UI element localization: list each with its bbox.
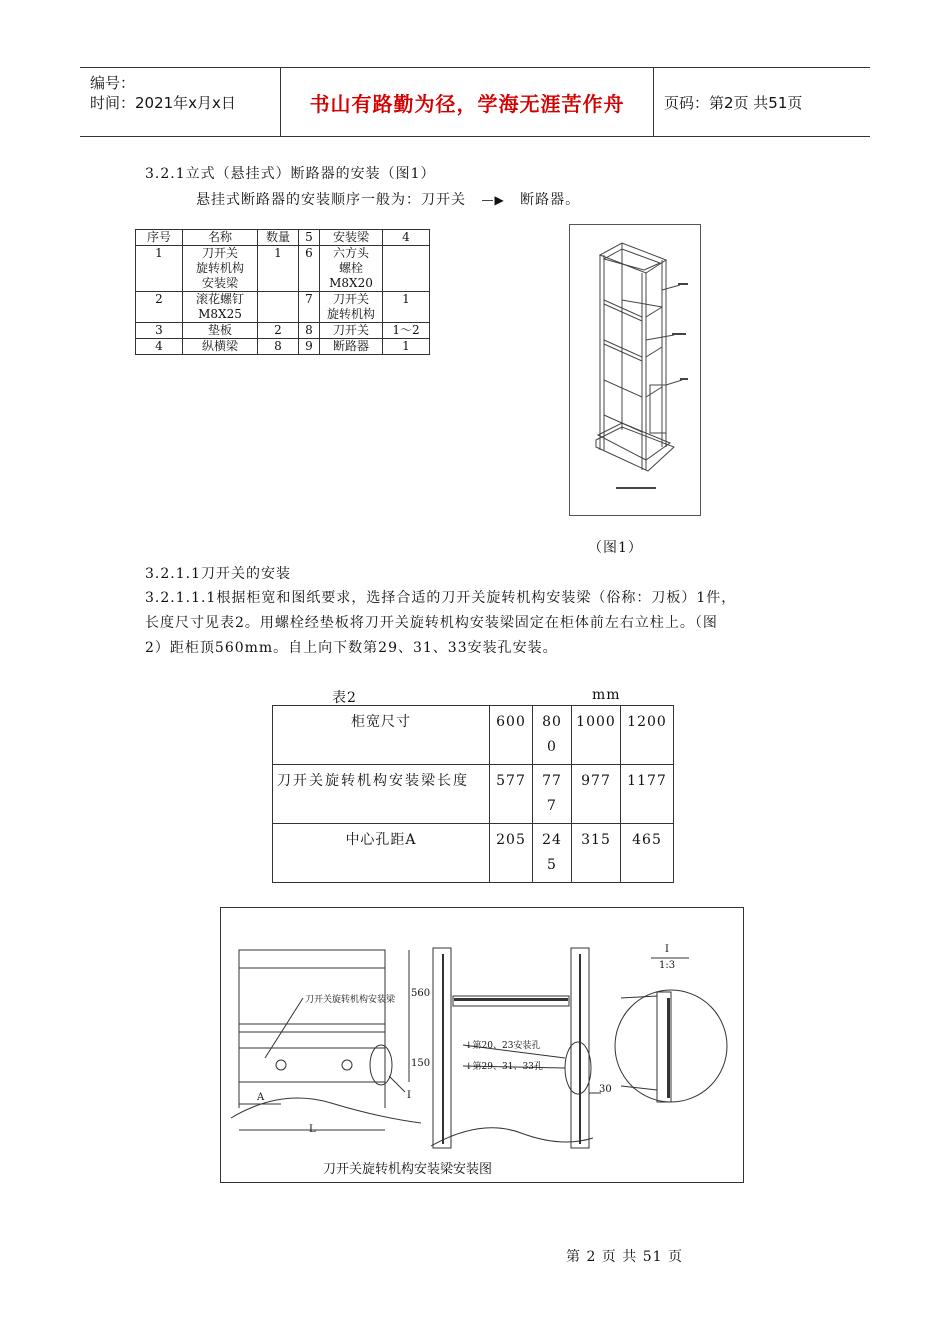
arrow-icon: —▶ [481,193,505,207]
table-cell: 1 [258,246,299,292]
detail-scale: 1:3 [659,960,676,971]
intro-end: 断路器。 [520,192,581,208]
figure-1-cabinet-drawing [569,224,701,516]
header-left-cell [80,68,281,136]
table-row [136,323,430,339]
detail-scale-title: I [665,944,669,955]
table-cell: 断路器 [320,339,383,355]
subsection-title: 3.2.1.1刀开关的安装 [145,566,291,582]
table-cell: 7 [299,292,320,323]
dimension-a: A [257,1092,265,1103]
table-row [136,292,430,323]
section-title: 3.2.1立式（悬挂式）断路器的安装（图1） [145,166,436,182]
figure-1-caption: （图1） [588,540,643,556]
table-cell: 滚花螺钉 M8X25 [183,292,258,323]
page-footer: 第 2 页 共 51 页 [566,1249,683,1265]
page-info: 页码：第2页 共51页 [664,93,803,112]
table-row [136,339,430,355]
table-row [136,246,430,292]
table-2-caption: 表2 [332,690,357,706]
table-cell: 977 [572,765,621,824]
table-cell: 24 5 [533,824,572,883]
table-cell: 8 [299,323,320,339]
table-cell: 577 [490,765,533,824]
paragraph-line-2: 长度尺寸见表2。用螺栓经垫板将刀开关旋转机构安装梁固定在柜体前左右立柱上。（图 [145,615,718,631]
table-cell: 中心孔距A [273,824,490,883]
dimension-560: 560 [411,988,431,999]
table-cell: 刀开关 [320,323,383,339]
cabinet-frame-icon [570,225,700,515]
table-cell: 1 [383,339,430,355]
table-cell [258,292,299,323]
table-cell: 1～2 [383,323,430,339]
table-cell: 1000 [572,706,621,765]
table-2-unit: mm [592,687,621,703]
holes-label-lower: ↓第29、31、33孔 [465,1062,543,1072]
document-number-label: 编号： [90,74,136,92]
table-cell: 纵横梁 [183,339,258,355]
table-row [136,230,430,246]
table-cell: 205 [490,824,533,883]
table-cell: 垫板 [183,323,258,339]
table-row [273,706,674,765]
paragraph-line-1: 3.2.1.1.1根据柜宽和图纸要求，选择合适的刀开关旋转机构安装梁（俗称：刀板）1件， [145,590,737,606]
table-cell: 1177 [621,765,674,824]
table-cell: 柜宽尺寸 [273,706,490,765]
table-cell: 6 [299,246,320,292]
table-cell: 465 [621,824,674,883]
parts-table [135,229,430,355]
table-row [273,824,674,883]
table-cell: 刀开关 旋转机构 安装梁 [183,246,258,292]
intro-text: 悬挂式断路器的安装顺序一般为：刀开关 [196,192,466,208]
table-cell: 77 7 [533,765,572,824]
table-cell: 2 [258,323,299,339]
table-cell: 5 [299,230,320,246]
table-cell: 名称 [183,230,258,246]
figure-2-installation-drawing [220,907,744,1183]
motto-text: 书山有路勤为径，学海无涯苦作舟 [309,91,625,116]
table-cell [383,246,430,292]
page-header [80,67,870,137]
table-cell: 315 [572,824,621,883]
table-cell: 4 [136,339,183,355]
header-page-cell [654,68,870,136]
dimension-30: 30 [599,1084,612,1095]
table-row [273,765,674,824]
beam-label: 刀开关旋转机构安装梁 [305,995,396,1005]
table-cell: 安装梁 [320,230,383,246]
table-cell: 刀开关 旋转机构 [320,292,383,323]
dimension-l: L [309,1124,316,1135]
holes-label-upper: ↓第20、23安装孔 [465,1041,541,1051]
table-cell: 刀开关旋转机构安装梁长度 [273,765,490,824]
intro-line [196,189,580,209]
table-cell: 序号 [136,230,183,246]
table-cell: 600 [490,706,533,765]
table-cell: 数量 [258,230,299,246]
table-cell: 8 [258,339,299,355]
table-cell: 80 0 [533,706,572,765]
table-cell: 六方头 螺栓 M8X20 [320,246,383,292]
document-time-label: 时间：2021年x月x日 [90,94,236,112]
table-cell: 1200 [621,706,674,765]
table-cell: 9 [299,339,320,355]
table-cell: 4 [383,230,430,246]
figure-2-caption: 刀开关旋转机构安装梁安装图 [323,1162,493,1177]
table-cell: 3 [136,323,183,339]
detail-marker: I [407,1090,411,1101]
table-cell: 1 [136,246,183,292]
table-cell: 2 [136,292,183,323]
dimension-150: 150 [411,1058,431,1069]
header-motto-cell [281,68,654,136]
table-2 [272,705,674,883]
paragraph-line-3: 2）距柜顶560mm。自上向下数第29、31、33安装孔安装。 [145,640,558,656]
table-cell: 1 [383,292,430,323]
